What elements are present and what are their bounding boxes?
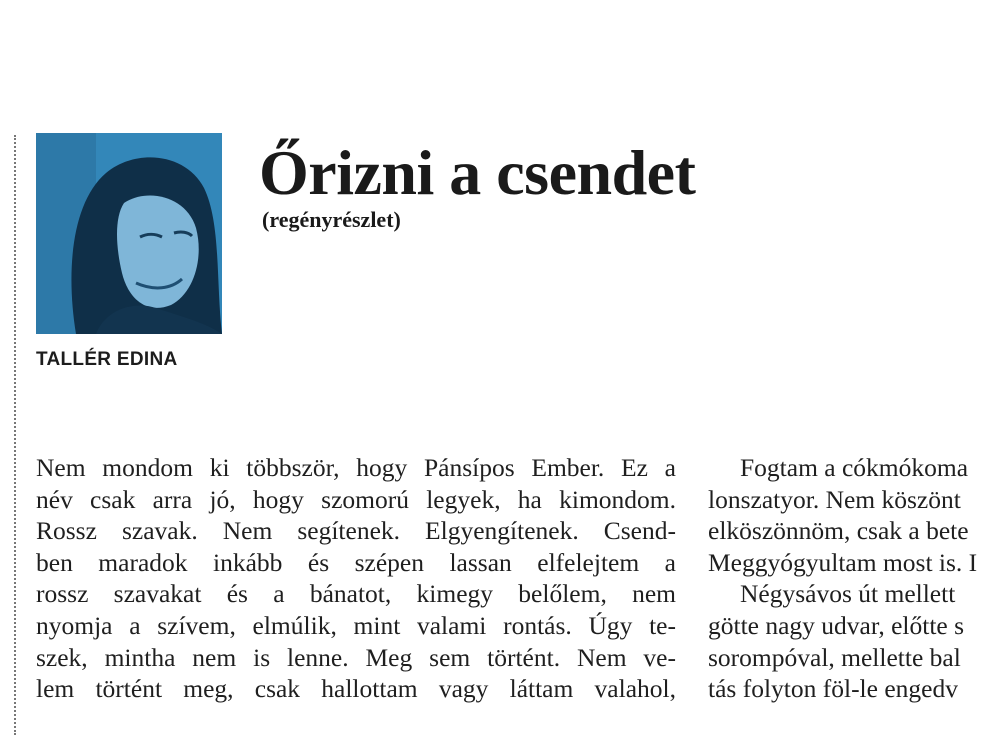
body-line: Nem mondom ki többször, hogy Pánsípos Ember. Ez a — [36, 453, 676, 482]
body-line: götte nagy udvar, előtte s — [708, 610, 965, 640]
article-title: Őrizni a csendet — [259, 137, 696, 208]
author-name: TALLÉR EDINA — [36, 349, 178, 370]
body-column-left — [36, 452, 676, 705]
body-line: Négysávos út mellett — [740, 579, 956, 609]
body-line: szek, mintha nem is lenne. Meg sem történt. Nem ve- — [36, 642, 676, 672]
body-line: tás folyton föl-le engedv — [708, 674, 958, 704]
body-line: elköszönnöm, csak a bete — [708, 516, 969, 546]
body-line: ben maradok inkább és szépen lassan elfelejtem a — [36, 547, 676, 577]
body-line: lem történt meg, csak hallottam vagy láttam valahol, — [36, 674, 676, 704]
column-divider — [14, 135, 16, 735]
article-subtitle: (regényrészlet) — [262, 207, 401, 232]
body-line: név csak arra jó, hogy szomorú legyek, ha kimondom. — [36, 484, 676, 514]
body-column-right-clip — [700, 440, 1000, 728]
body-column-right — [708, 452, 1000, 705]
body-line: nyomja a szívem, elmúlik, mint valami rontás. Úgy te- — [36, 610, 676, 640]
body-line: lonszatyor. Nem köszönt — [708, 484, 961, 514]
body-line: Fogtam a cókmókoma — [740, 453, 969, 482]
body-line: rossz szavakat és a bánatot, kimegy belőlem, nem — [36, 579, 676, 609]
body-line: Meggyógyultam most is. I — [708, 547, 978, 577]
body-line: sorompóval, mellette bal — [708, 642, 961, 672]
body-line: Rossz szavak. Nem segítenek. Elgyengítenek. Csend- — [36, 516, 676, 546]
author-photo — [36, 133, 222, 334]
